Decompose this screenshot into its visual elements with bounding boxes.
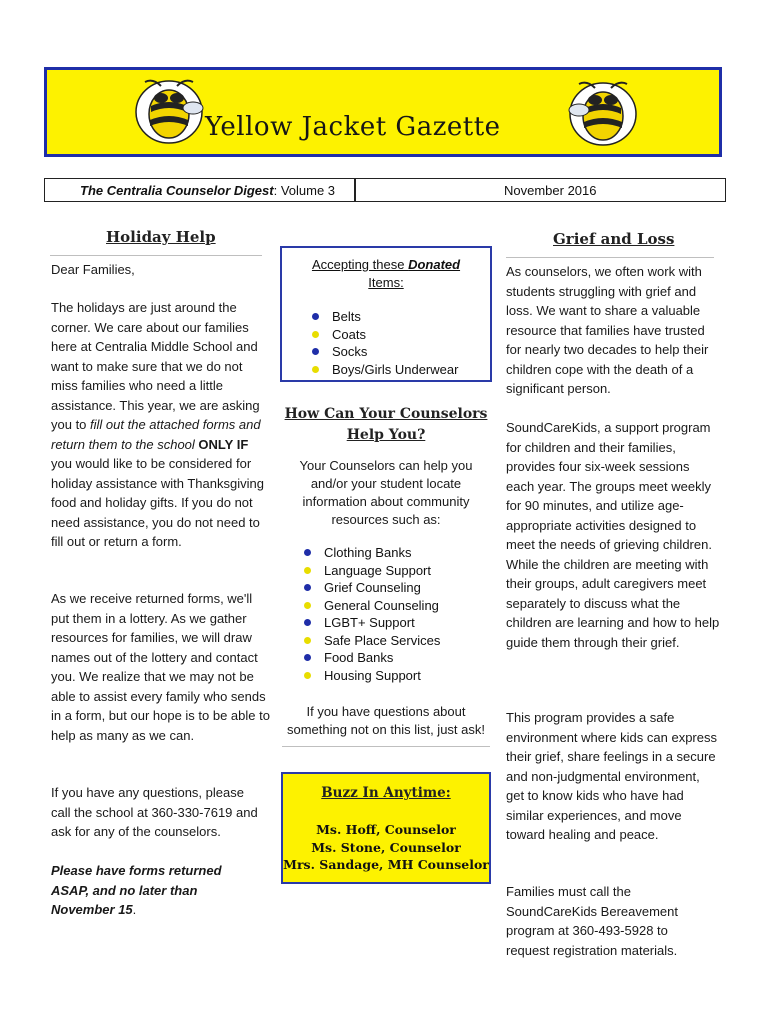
digest-volume: [80, 183, 335, 198]
list-item: [306, 361, 458, 379]
counselors-help-heading: [278, 404, 494, 446]
holiday-p1-text: The holidays are just around the corner. We care about our families here at Centralia Middle School and want to make sure that we do not miss families who need a little assistance. This year, we are asking you to: [51, 300, 260, 432]
grief-paragraph-4: Families must call the SoundCareKids Bereavement program at 360-493-5928 to request registration materials.: [506, 884, 678, 958]
divider: [282, 746, 490, 747]
list-item: [298, 667, 440, 685]
holiday-help-heading: Holiday Help: [106, 228, 216, 246]
donated-title-a: Accepting these: [311, 257, 409, 272]
list-item-label: LGBT+ Support: [324, 615, 415, 630]
help-heading-line-2: Help You?: [346, 427, 426, 443]
list-item-label: Coats: [332, 326, 366, 342]
newsletter-title: Yellow Jacket Gazette: [205, 112, 501, 142]
list-item-label: Language Support: [324, 562, 431, 578]
holiday-paragraph-4: [51, 861, 261, 920]
list-item-label: Boys/Girls Underwear: [332, 361, 459, 377]
donated-title-c: Items:: [368, 275, 404, 290]
holiday-p1-bold: ONLY IF: [194, 436, 249, 452]
list-item: [306, 343, 458, 361]
holiday-paragraph-3: If you have any questions, please call the school at 360-330-7619 and ask for any of the counselors.: [51, 785, 258, 839]
list-item: [298, 544, 440, 562]
list-item: [298, 562, 440, 580]
list-item-label: Clothing Banks: [324, 545, 412, 560]
list-item: [298, 597, 440, 615]
holiday-p1-text-end: you would like to be considered for holiday assistance with Thanksgiving food and holiday gifts. If you do not need assistance, you do not need to fill out or return a form.: [51, 456, 264, 549]
grief-paragraph-1: As counselors, we often work with students struggling with grief and loss. We want to share a valuable resource that families have trusted for nearly two decades to help their children cope with the death of a significant person.: [506, 264, 709, 396]
grief-loss-heading: Grief and Loss: [553, 230, 675, 248]
buzz-in-heading: Buzz In Anytime:: [321, 785, 451, 801]
bullet-icon: [304, 602, 311, 609]
holiday-paragraph-2: As we receive returned forms, we'll put them in a lottery. As we gather resources for families, we will draw names out of the lottery and contact you. We realize that we may not be able to assist every family who sends in a form, but our hope is to be able to help as many as we can.: [51, 591, 270, 743]
list-item: [306, 308, 458, 326]
donated-items-title: [282, 256, 490, 292]
list-item-label: Socks: [332, 344, 368, 359]
bullet-icon: [304, 672, 311, 679]
yellow-jacket-mascot-icon: [131, 74, 209, 146]
volume-label: : Volume 3: [273, 183, 336, 198]
list-item-label: General Counseling: [324, 597, 439, 613]
return-deadline-period: .: [132, 902, 137, 917]
list-item: [298, 614, 440, 632]
yellow-jacket-mascot-icon: [563, 76, 641, 148]
counselor-name: Ms. Stone, Counselor: [311, 839, 461, 855]
grief-paragraph-2: SoundCareKids, a support program for children and their families, provides four six-week sessions each year. The groups meet weekly for 90 minutes, and utilize age-appropriate activities designed to meet the needs of grieving children. While the children are meeting with their groups, adult caregivers meet separately to discuss what the children are learning and how to help guide them through their grief.: [506, 420, 720, 650]
holiday-paragraph-1: [51, 298, 271, 552]
list-item: [306, 326, 458, 344]
bullet-icon: [312, 313, 319, 320]
bullet-icon: [312, 331, 319, 338]
return-deadline-text: Please have forms returned ASAP, and no later than November 15: [51, 863, 222, 917]
divider: [50, 255, 262, 256]
counselor-name: Ms. Hoff, Counselor: [316, 822, 456, 837]
list-item-label: Safe Place Services: [324, 632, 441, 648]
bullet-icon: [312, 366, 319, 373]
bullet-icon: [304, 619, 311, 626]
list-item: [298, 632, 440, 650]
bullet-icon: [304, 584, 311, 591]
grief-paragraph-3: This program provides a safe environment where kids can express their grief, share feelings in a secure and non-judgmental environment, get to know kids who have had similar experiences, and move toward healing and peace.: [506, 710, 717, 842]
counselor-name: Mrs. Sandage, MH Counselor: [283, 857, 489, 872]
bullet-icon: [312, 348, 319, 355]
issue-date: November 2016: [504, 183, 597, 198]
donated-items-list: [306, 308, 458, 378]
list-item-label: Grief Counseling: [324, 580, 421, 595]
list-item-label: Housing Support: [324, 667, 421, 683]
help-heading-line-1: How Can Your Counselors: [284, 406, 488, 422]
counselors-help-intro: Your Counselors can help you and/or your student locate information about community resources such as:: [299, 458, 473, 527]
bullet-icon: [304, 654, 311, 661]
bullet-icon: [304, 637, 311, 644]
bullet-icon: [304, 567, 311, 574]
bullet-icon: [304, 549, 311, 556]
divider: [506, 257, 714, 258]
list-item-label: Food Banks: [324, 650, 394, 665]
list-item: [298, 649, 440, 667]
donated-title-b: Donated: [408, 257, 461, 272]
resources-list: [298, 544, 440, 684]
list-item-label: Belts: [332, 309, 361, 324]
digest-name: The Centralia Counselor Digest: [80, 183, 274, 198]
list-item: [298, 579, 440, 597]
holiday-p1-italic: fill out the attached forms and return them to the school: [51, 417, 261, 452]
info-bar-divider: [354, 178, 356, 202]
questions-note: If you have questions about something not on this list, just ask!: [287, 704, 485, 737]
greeting: Dear Families,: [51, 262, 135, 277]
counselor-list: [281, 821, 491, 874]
